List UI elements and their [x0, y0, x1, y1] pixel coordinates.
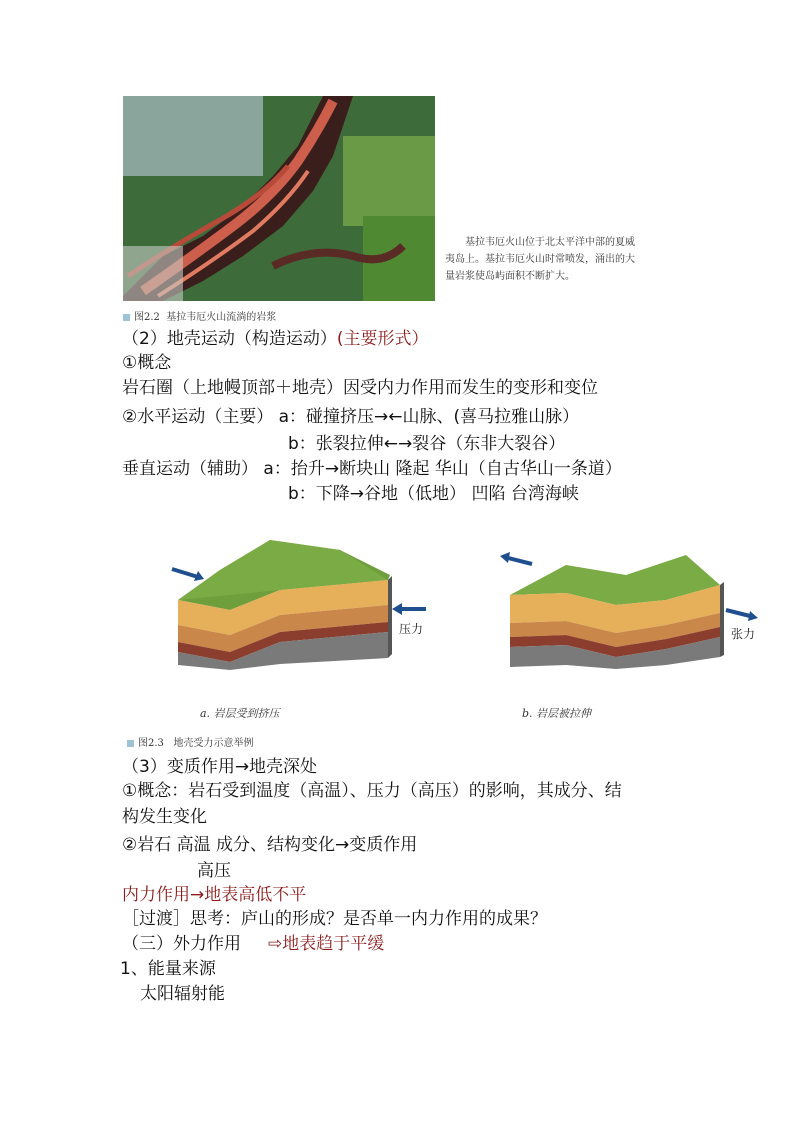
heading-text: （2）地壳运动（构造运动） [122, 329, 337, 349]
vertical-movement-b: b：下降→谷地（低地） 凹陷 台湾海峡 [288, 484, 579, 504]
compression-diagram [160, 530, 430, 670]
tension-arrow-right-icon [724, 606, 760, 622]
caption-text: 基拉韦厄火山流淌的岩浆 [166, 312, 277, 323]
internal-force-summary: 内力作用→地表高低不平 [122, 885, 307, 905]
caption-square-icon [127, 740, 134, 747]
tension-arrow-left-icon [498, 552, 534, 568]
compression-arrow-left-icon [170, 565, 206, 581]
side-note-line: 量岩浆使岛屿面积不断扩大。 [445, 271, 575, 282]
figure-caption-2-3 [127, 734, 253, 749]
external-heading-highlight: ⇨地表趋于平缓 [268, 934, 385, 954]
energy-source-text: 太阳辐射能 [140, 984, 225, 1004]
pressure-label: 压力 [399, 622, 424, 636]
metamorphism-concept-1: ①概念：岩石受到温度（高温）、压力（高压）的影响，其成分、结 [122, 781, 622, 801]
compression-block [160, 530, 430, 670]
rock-line-1: ②岩石 高温 成分、结构变化→变质作用 [122, 835, 418, 855]
lava-photo-image [123, 96, 435, 301]
figure-a-label: a. 岩层受到挤压 [200, 707, 280, 720]
external-force-heading [122, 933, 384, 955]
tension-label: 张力 [731, 627, 756, 641]
concept-label: ①概念 [122, 353, 172, 373]
caption-square-icon [123, 314, 130, 321]
concept-text: 岩石圈（上地幔顶部＋地壳）因受内力作用而发生的变形和变位 [122, 378, 598, 398]
section-2-heading [122, 328, 428, 350]
heading-highlight: (主要形式） [336, 329, 429, 349]
tension-block [506, 545, 728, 670]
section-3-heading: （3）变质作用→地壳深处 [122, 757, 318, 777]
figure-b-label: b. 岩层被拉伸 [522, 707, 592, 720]
vertical-movement: 垂直运动（辅助） a：抬升→断块山 隆起 华山（自古华山一条道） [122, 459, 622, 479]
lava-photo [123, 96, 435, 301]
caption-number: 图2.2 [134, 312, 160, 323]
horizontal-movement-b: b：张裂拉伸←→裂谷（东非大裂谷） [288, 434, 566, 454]
transition-question: ［过渡］思考：庐山的形成？是否单一内力作用的成果？ [122, 909, 547, 929]
caption-number: 图2.3 [138, 738, 164, 749]
energy-source-heading: 1、能量来源 [120, 959, 216, 979]
tension-diagram [506, 545, 728, 670]
compression-arrow-right-icon [390, 602, 428, 616]
photo-side-note [445, 234, 635, 285]
external-heading-text: （三）外力作用 [122, 934, 241, 954]
horizontal-movement: ②水平运动（主要） a：碰撞挤压→←山脉、(喜马拉雅山脉） [122, 407, 580, 427]
figure-caption-2-2 [123, 308, 276, 323]
side-note-line: 基拉韦厄火山位于北太平洋中部的夏威 [465, 237, 635, 248]
caption-text: 地壳受力示意举例 [173, 738, 254, 749]
side-note-line: 夷岛上。基拉韦厄火山时常喷发，涌出的大 [445, 254, 635, 265]
rock-line-2: 高压 [197, 861, 231, 881]
metamorphism-concept-2: 构发生变化 [122, 807, 207, 827]
